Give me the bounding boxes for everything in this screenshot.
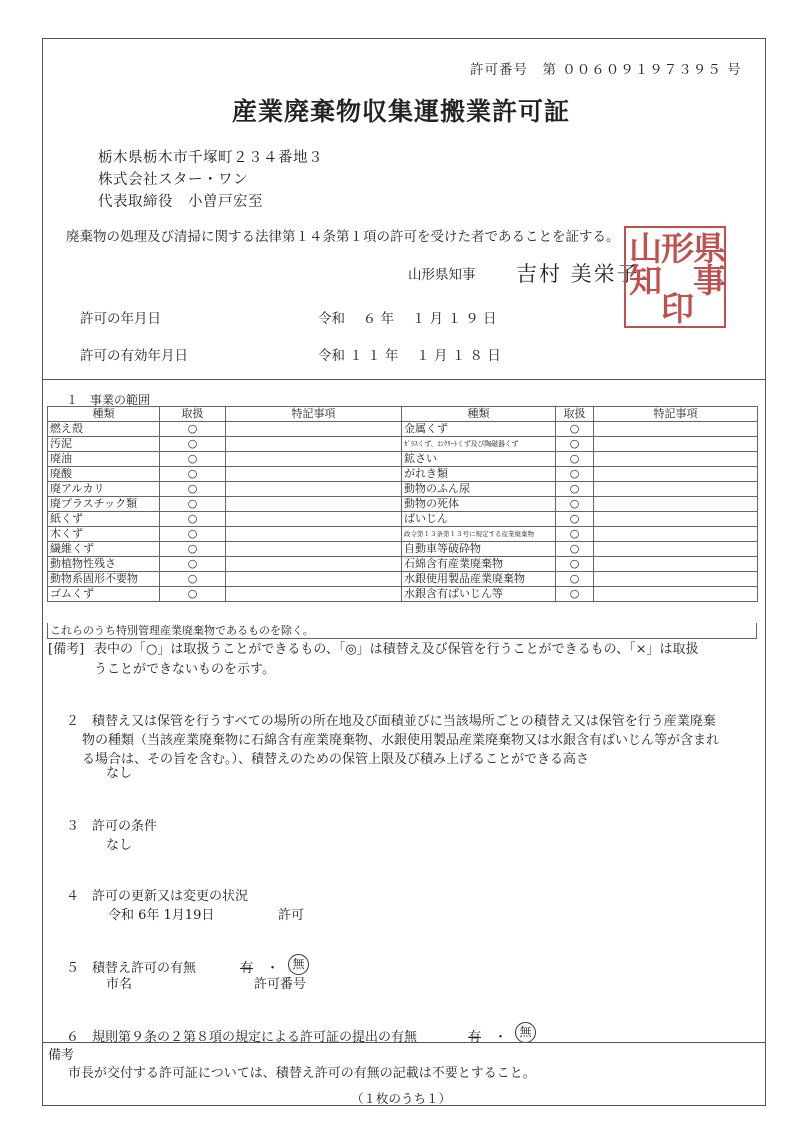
special-note: [226, 497, 402, 512]
handling-mark: ○: [556, 422, 594, 437]
special-note: [594, 527, 758, 542]
special-note: [594, 482, 758, 497]
special-note: [226, 557, 402, 572]
waste-kind: 動物の死体: [402, 497, 556, 512]
section4-type: 許可: [278, 908, 305, 923]
section2-line-1: ２ 積替え又は保管を行うすべての場所の所在地及び面積並びに当該場所ごとの積替え又は保管を行う産業廃棄: [66, 714, 716, 729]
seal-char: 印: [661, 289, 694, 328]
section6-label: ６ 規則第９条の２第８項の規定による許可証の提出の有無: [66, 1030, 418, 1045]
table-row: [48, 497, 758, 512]
section5-city-label: 市名: [106, 977, 133, 992]
footer-label: 備考: [48, 1048, 75, 1063]
section3-value: なし: [106, 838, 133, 853]
remark-line-1: 表中の「○」は取扱うことができるもの、「◎」は積替え及び保管を行うことができるもの、「×」は取扱: [94, 642, 699, 657]
table-row: [48, 557, 758, 572]
waste-kind: 動植物性残さ: [48, 557, 160, 572]
handling-mark: ○: [160, 572, 226, 587]
handling-mark: ○: [160, 437, 226, 452]
special-note: [226, 542, 402, 557]
section5-yes-option: 有: [240, 961, 254, 976]
remark-label: [備考]: [48, 642, 85, 657]
special-note: [226, 512, 402, 527]
special-note: [594, 572, 758, 587]
section6-separator: ・: [494, 1030, 508, 1045]
handling-mark: ○: [160, 422, 226, 437]
exclusion-note: これらのうち特別管理産業廃棄物であるものを除く。: [47, 623, 757, 639]
section6-yes-option: 有: [468, 1030, 482, 1045]
special-note: [226, 452, 402, 467]
waste-kind: 汚泥: [48, 437, 160, 452]
waste-kind: 廃プラスチック類: [48, 497, 160, 512]
section4-date: 令和 6年 1月19日: [108, 908, 215, 923]
column-header: 取扱: [556, 407, 594, 422]
handling-mark: ○: [556, 437, 594, 452]
official-seal: [624, 226, 726, 328]
waste-kind: 動物系固形不要物: [48, 572, 160, 587]
special-note: [226, 587, 402, 602]
special-note: [594, 467, 758, 482]
issuer-name: 吉村 美栄子: [516, 262, 640, 286]
waste-kind: 廃アルカリ: [48, 482, 160, 497]
waste-kind: 廃油: [48, 452, 160, 467]
seal-char: 山: [629, 229, 662, 268]
waste-kind: がれき類: [402, 467, 556, 482]
special-note: [226, 527, 402, 542]
special-note: [594, 422, 758, 437]
handling-mark: ○: [556, 542, 594, 557]
waste-kind: 燃え殻: [48, 422, 160, 437]
section5-permit-number-label: 許可番号: [254, 977, 307, 992]
waste-kind: 紙くず: [48, 512, 160, 527]
scope-table: [47, 406, 758, 602]
column-header: 種類: [402, 407, 556, 422]
section5-separator: ・: [266, 961, 280, 976]
special-note: [226, 437, 402, 452]
table-row: [48, 482, 758, 497]
seal-char: 知: [629, 261, 662, 300]
circled-mark: 無: [288, 954, 309, 975]
handling-mark: ○: [160, 452, 226, 467]
handling-mark: ○: [160, 482, 226, 497]
section6-no-option: [515, 1021, 536, 1043]
section2-line-2: 物の種類（当該産業廃棄物に石綿含有産業廃棄物、水銀使用製品産業廃棄物又は水銀含有ばいじん等が含まれ: [82, 733, 720, 748]
special-note: [594, 452, 758, 467]
valid-until-value: 令和 １ １ 年 １ 月 １ ８ 日: [318, 348, 501, 364]
seal-char: 事: [693, 261, 726, 300]
section5-no-option: [288, 953, 309, 975]
section2-value: なし: [106, 766, 133, 781]
remark-line-2: うことができないものを示す。: [94, 662, 275, 677]
handling-mark: ○: [160, 467, 226, 482]
special-note: [594, 512, 758, 527]
footer-note: 市長が交付する許可証については、積替え許可の有無の記載は不要とすること。: [68, 1066, 536, 1081]
section5-label: ５ 積替え許可の有無: [66, 961, 197, 976]
issuer-title: 山形県知事: [408, 267, 476, 283]
seal-char: 県: [693, 229, 726, 268]
handling-mark: ○: [160, 587, 226, 602]
special-note: [594, 497, 758, 512]
handling-mark: ○: [160, 512, 226, 527]
table-row: [48, 452, 758, 467]
waste-kind: 動物のふん尿: [402, 482, 556, 497]
waste-kind: 繊維くず: [48, 542, 160, 557]
handling-mark: ○: [556, 467, 594, 482]
special-note: [226, 482, 402, 497]
permit-number: 許可番号 第 ００６０９１９７３９５ 号: [470, 62, 742, 78]
column-header: 種類: [48, 407, 160, 422]
permit-date-label: 許可の年月日: [80, 311, 161, 327]
special-note: [226, 467, 402, 482]
handling-mark: ○: [160, 497, 226, 512]
holder-company: 株式会社スター・ワン: [98, 172, 248, 188]
table-row: [48, 437, 758, 452]
scope-heading: １ 事業の範囲: [66, 393, 151, 407]
handling-mark: ○: [160, 557, 226, 572]
table-row: [48, 587, 758, 602]
waste-kind: 政令第１３条第１３号に規定する産業廃棄物: [402, 527, 556, 542]
waste-kind: ｶﾞﾗｽくず、ｺﾝｸﾘｰﾄくず及び陶磁器くず: [402, 437, 556, 452]
holder-address: 栃木県栃木市千塚町２３４番地３: [98, 150, 323, 166]
column-header: 特記事項: [594, 407, 758, 422]
waste-kind: 石綿含有産業廃棄物: [402, 557, 556, 572]
column-header: 特記事項: [226, 407, 402, 422]
document-title: 産業廃棄物収集運搬業許可証: [231, 97, 570, 126]
waste-kind: ゴムくず: [48, 587, 160, 602]
scope-header-row: [48, 407, 758, 422]
section-divider: [42, 379, 766, 380]
handling-mark: ○: [556, 512, 594, 527]
special-note: [594, 587, 758, 602]
handling-mark: ○: [556, 452, 594, 467]
handling-mark: ○: [556, 557, 594, 572]
special-note: [594, 557, 758, 572]
handling-mark: ○: [556, 527, 594, 542]
section3-label: ３ 許可の条件: [66, 819, 158, 834]
section2-line-3: る場合は、その旨を含む。）、積替えのための保管上限及び積み上げることができる高さ: [82, 752, 590, 767]
waste-kind: 水銀含有ばいじん等: [402, 587, 556, 602]
handling-mark: ○: [556, 497, 594, 512]
circled-mark: 無: [515, 1022, 536, 1043]
seal-char: 形: [661, 229, 694, 268]
handling-mark: ○: [556, 482, 594, 497]
handling-mark: ○: [160, 542, 226, 557]
waste-kind: 鉱さい: [402, 452, 556, 467]
table-row: [48, 422, 758, 437]
column-header: 取扱: [160, 407, 226, 422]
valid-until-label: 許可の有効年月日: [80, 348, 188, 364]
waste-kind: 金属くず: [402, 422, 556, 437]
waste-kind: ばいじん: [402, 512, 556, 527]
permit-date-value: 令和 ６ 年 １ 月 １ ９ 日: [318, 311, 497, 327]
handling-mark: ○: [556, 587, 594, 602]
waste-kind: 木くず: [48, 527, 160, 542]
table-row: [48, 542, 758, 557]
waste-kind: 自動車等破砕物: [402, 542, 556, 557]
special-note: [226, 572, 402, 587]
page-counter: （１枚のうち１）: [350, 1091, 451, 1106]
waste-kind: 水銀使用製品産業廃棄物: [402, 572, 556, 587]
handling-mark: ○: [160, 527, 226, 542]
special-note: [226, 422, 402, 437]
waste-kind: 廃酸: [48, 467, 160, 482]
special-note: [594, 542, 758, 557]
table-row: [48, 512, 758, 527]
section4-label: ４ 許可の更新又は変更の状況: [66, 889, 249, 904]
handling-mark: ○: [556, 572, 594, 587]
holder-representative: 代表取締役 小曽戸宏至: [98, 194, 263, 210]
table-row: [48, 467, 758, 482]
table-row: [48, 572, 758, 587]
table-row: [48, 527, 758, 542]
special-note: [594, 437, 758, 452]
declaration-text: 廃棄物の処理及び清掃に関する法律第１４条第１項の許可を受けた者であることを証する。: [66, 229, 620, 245]
